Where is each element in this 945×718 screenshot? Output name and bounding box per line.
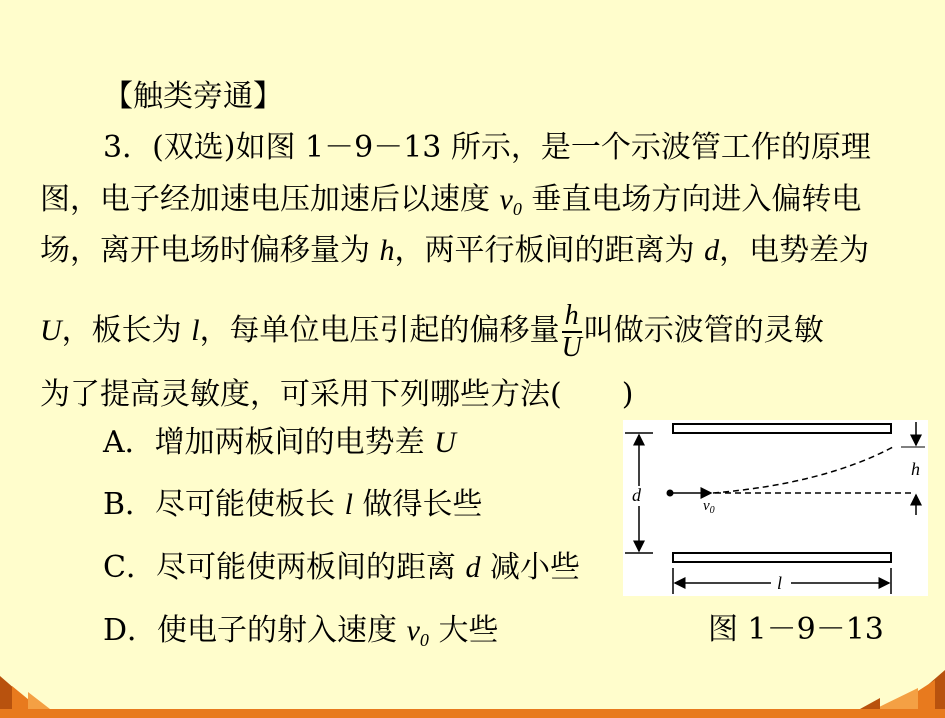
question-line-5: 为了提高灵敏度，可采用下列哪些方法( ) — [40, 377, 634, 412]
question-line-2 — [40, 180, 861, 223]
var-d: d — [704, 234, 720, 267]
bottom-decoration — [0, 658, 945, 718]
question-text: 图，电子经加速电压加速后以速度 — [40, 182, 500, 217]
option-c[interactable]: C．尽可能使两板间的距离 d 减小些 — [103, 550, 581, 585]
top-plate — [673, 424, 891, 433]
var-h: h — [379, 234, 395, 267]
question-text: 场，离开电场时偏移量为 — [40, 233, 380, 268]
question-text: ，每单位电压引起的偏移量 — [199, 313, 560, 348]
label-d: d — [632, 485, 641, 505]
var-v0: $v_0$ — [499, 183, 522, 219]
question-line-3 — [40, 231, 869, 271]
question-text: ，两平行板间的距离为 — [394, 233, 705, 268]
question-text: ，电势差为 — [719, 233, 870, 268]
option-b[interactable]: B．尽可能使板长 l 做得长些 — [103, 487, 483, 522]
figure-caption: 图 1－9－13 — [708, 612, 884, 647]
section-title: 【触类旁通】 — [103, 79, 283, 114]
option-a[interactable]: A．增加两板间的电势差 U — [103, 425, 456, 460]
electron-trajectory — [713, 447, 893, 493]
oscilloscope-diagram — [623, 420, 928, 596]
bottom-plate — [673, 553, 891, 562]
label-l: l — [777, 573, 783, 593]
question-text: ，板长为 — [61, 313, 192, 348]
label-v0: $v_0$ — [703, 498, 715, 516]
question-line-1: 3．(双选)如图 1－9－13 所示，是一个示波管工作的原理 — [103, 130, 871, 165]
question-line-4 — [40, 302, 824, 362]
question-text: 叫做示波管的灵敏 — [583, 313, 824, 348]
fraction-h-over-U: $\frac{h}{U}$ — [561, 300, 582, 363]
option-d[interactable]: D．使电子的射入速度 $v_0$ 大些 — [103, 613, 499, 650]
question-text: 垂直电场方向进入偏转电 — [521, 182, 862, 217]
var-U: U — [40, 314, 62, 347]
var-l: l — [191, 314, 200, 347]
label-h: h — [911, 459, 920, 479]
